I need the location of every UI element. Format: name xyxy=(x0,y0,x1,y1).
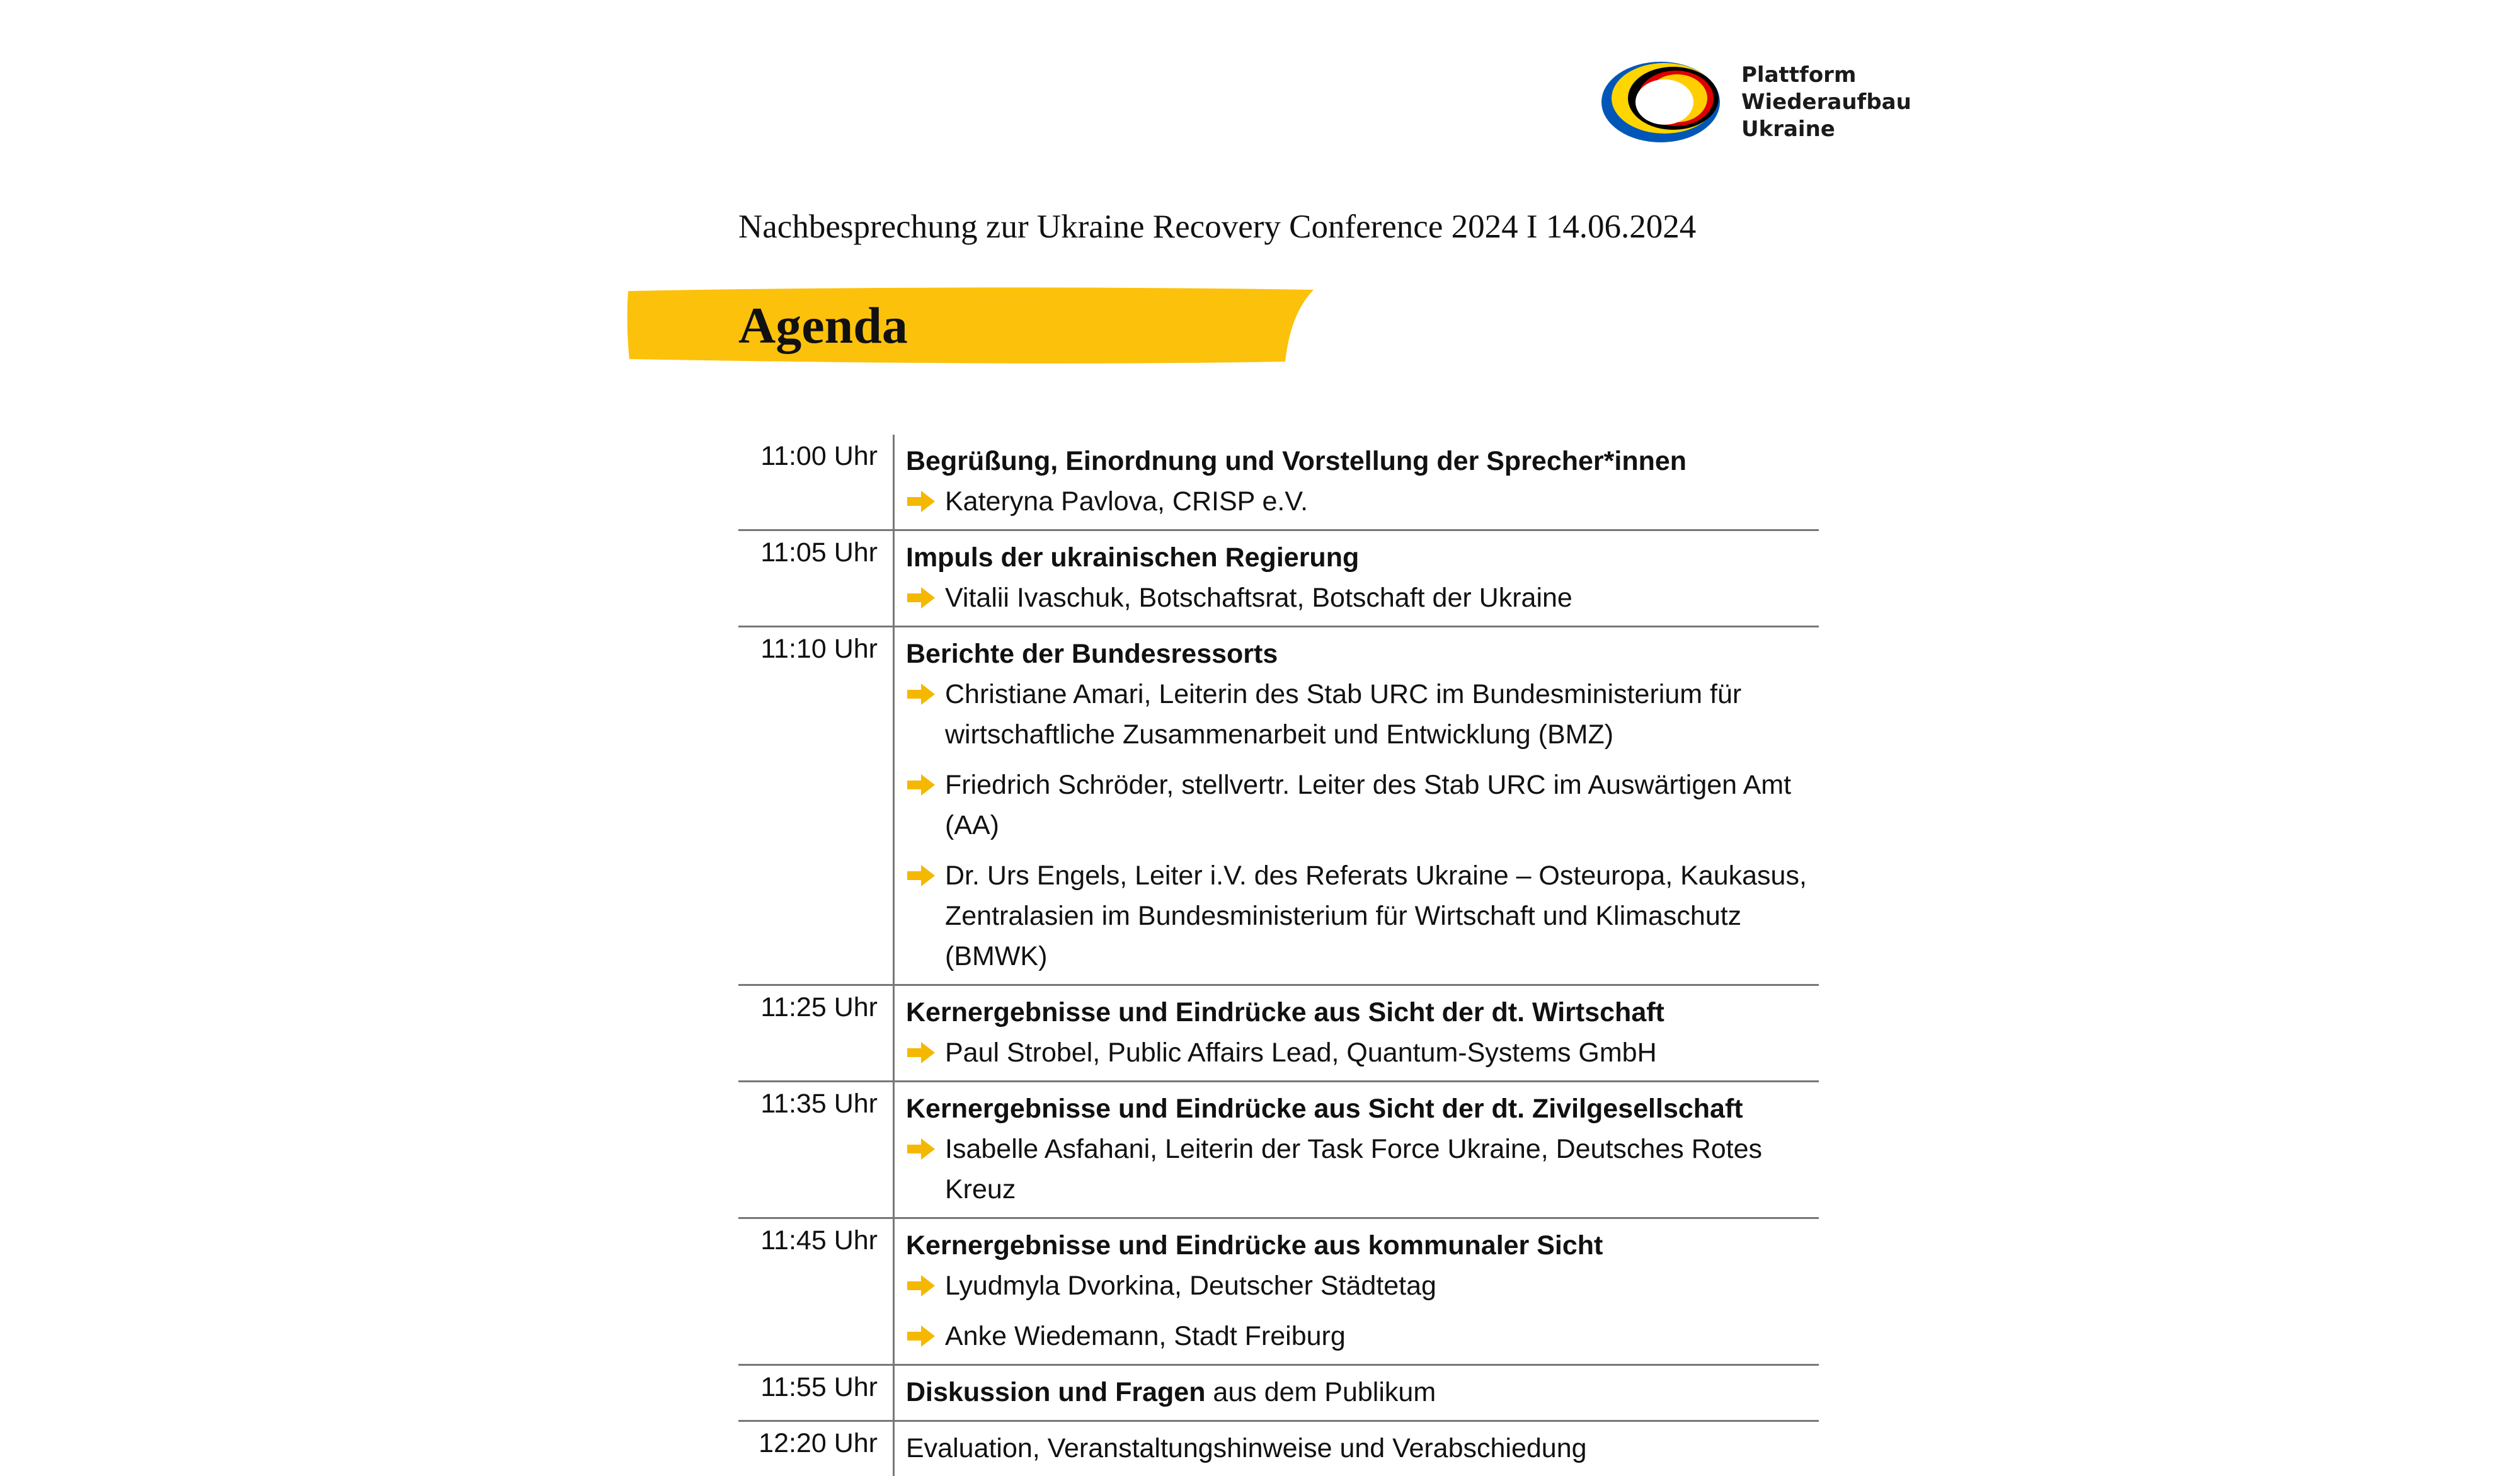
speaker-name: Christiane Amari, Leiterin des Stab URC im Bundesministerium für wirtschaftliche Zusammenarbeit und Entwicklung (BMZ) xyxy=(945,679,1742,750)
arrow-right-icon xyxy=(906,674,945,714)
speaker-name: Isabelle Asfahani, Leiterin der Task Force Ukraine, Deutsches Rotes Kreuz xyxy=(945,1134,1763,1204)
agenda-content xyxy=(893,627,1819,984)
agenda-item-title: Kernergebnisse und Eindrücke aus Sicht der dt. Wirtschaft xyxy=(906,997,1664,1027)
speaker-name: Vitalii Ivaschuk, Botschaftsrat, Botschaft der Ukraine xyxy=(945,583,1572,613)
agenda-row xyxy=(738,986,1819,1082)
event-subtitle: Nachbesprechung zur Ukraine Recovery Conference 2024 I 14.06.2024 xyxy=(738,209,1697,245)
agenda-content xyxy=(893,1366,1819,1420)
agenda-item-title: Berichte der Bundesressorts xyxy=(906,639,1278,669)
agenda-time: 11:10 Uhr xyxy=(760,634,878,664)
speaker-entry xyxy=(906,1129,1819,1210)
agenda-item-text: Evaluation, Veranstaltungshinweise und Verabschiedung xyxy=(906,1433,1587,1463)
agenda-banner xyxy=(627,285,1317,367)
logo-line: Ukraine xyxy=(1741,117,1835,142)
logo-wordmark xyxy=(1741,62,1911,143)
agenda-time: 11:25 Uhr xyxy=(760,992,878,1022)
logo-line: Plattform xyxy=(1741,62,1857,88)
agenda-row xyxy=(738,1082,1819,1219)
agenda-time: 11:45 Uhr xyxy=(760,1225,878,1256)
agenda-row xyxy=(738,531,1819,627)
speaker-entry xyxy=(906,855,1819,976)
speaker-entry xyxy=(906,674,1819,755)
speaker-name: Dr. Urs Engels, Leiter i.V. des Referats Ukraine – Osteuropa, Kaukasus, Zentralasien im Bundesministerium für Wirtschaft und Klimaschutz (BMWK) xyxy=(945,861,1807,971)
speaker-name: Anke Wiedemann, Stadt Freiburg xyxy=(945,1321,1346,1351)
arrow-right-icon xyxy=(906,1266,945,1306)
agenda-item-title-bold: Diskussion und Fragen xyxy=(906,1377,1206,1407)
agenda-title: Agenda xyxy=(738,297,908,354)
agenda-item-title xyxy=(906,1372,1819,1412)
agenda-time: 12:20 Uhr xyxy=(759,1428,878,1458)
speaker-name: Kateryna Pavlova, CRISP e.V. xyxy=(945,486,1309,517)
agenda-row xyxy=(738,435,1819,531)
arrow-right-icon xyxy=(906,481,945,522)
speaker-name: Friedrich Schröder, stellvertr. Leiter des Stab URC im Auswärtigen Amt (AA) xyxy=(945,770,1792,840)
agenda-item-title: Begrüßung, Einordnung und Vorstellung der Sprecher*innen xyxy=(906,446,1687,476)
speaker-entry xyxy=(906,765,1819,845)
agenda-item-title: Kernergebnisse und Eindrücke aus kommunaler Sicht xyxy=(906,1230,1603,1261)
arrow-right-icon xyxy=(906,1316,945,1356)
arrow-right-icon xyxy=(906,765,945,805)
agenda-time: 11:55 Uhr xyxy=(760,1372,878,1402)
agenda-item-title-suffix: aus dem Publikum xyxy=(1205,1377,1436,1407)
agenda-row xyxy=(738,1366,1819,1422)
agenda-content xyxy=(893,531,1819,626)
agenda-content xyxy=(893,1422,1819,1476)
agenda-time: 11:35 Uhr xyxy=(760,1089,878,1119)
speaker-entry xyxy=(906,1316,1819,1356)
agenda-content xyxy=(893,435,1819,529)
agenda-time: 11:00 Uhr xyxy=(760,441,878,471)
agenda-row xyxy=(738,1422,1819,1476)
platform-logo xyxy=(1599,58,1911,146)
arrow-right-icon xyxy=(906,578,945,618)
speaker-entry xyxy=(906,1266,1819,1306)
agenda-content xyxy=(893,986,1819,1080)
arrow-right-icon xyxy=(906,1129,945,1169)
agenda-table xyxy=(738,435,1819,1476)
banner-brush-shape xyxy=(627,285,1317,367)
agenda-content xyxy=(893,1219,1819,1364)
speaker-entry xyxy=(906,578,1819,618)
logo-line: Wiederaufbau xyxy=(1741,89,1911,115)
speaker-name: Paul Strobel, Public Affairs Lead, Quantum-Systems GmbH xyxy=(945,1038,1657,1068)
arrow-right-icon xyxy=(906,1033,945,1073)
ring-logo-icon xyxy=(1599,58,1731,146)
agenda-time: 11:05 Uhr xyxy=(760,537,878,568)
agenda-item-title: Kernergebnisse und Eindrücke aus Sicht der dt. Zivilgesellschaft xyxy=(906,1094,1743,1124)
agenda-row xyxy=(738,627,1819,986)
agenda-content xyxy=(893,1082,1819,1217)
speaker-name: Lyudmyla Dvorkina, Deutscher Städtetag xyxy=(945,1271,1436,1301)
speaker-entry xyxy=(906,481,1819,522)
agenda-row xyxy=(738,1219,1819,1366)
arrow-right-icon xyxy=(906,855,945,896)
speaker-entry xyxy=(906,1033,1819,1073)
agenda-item-title: Impuls der ukrainischen Regierung xyxy=(906,542,1360,573)
